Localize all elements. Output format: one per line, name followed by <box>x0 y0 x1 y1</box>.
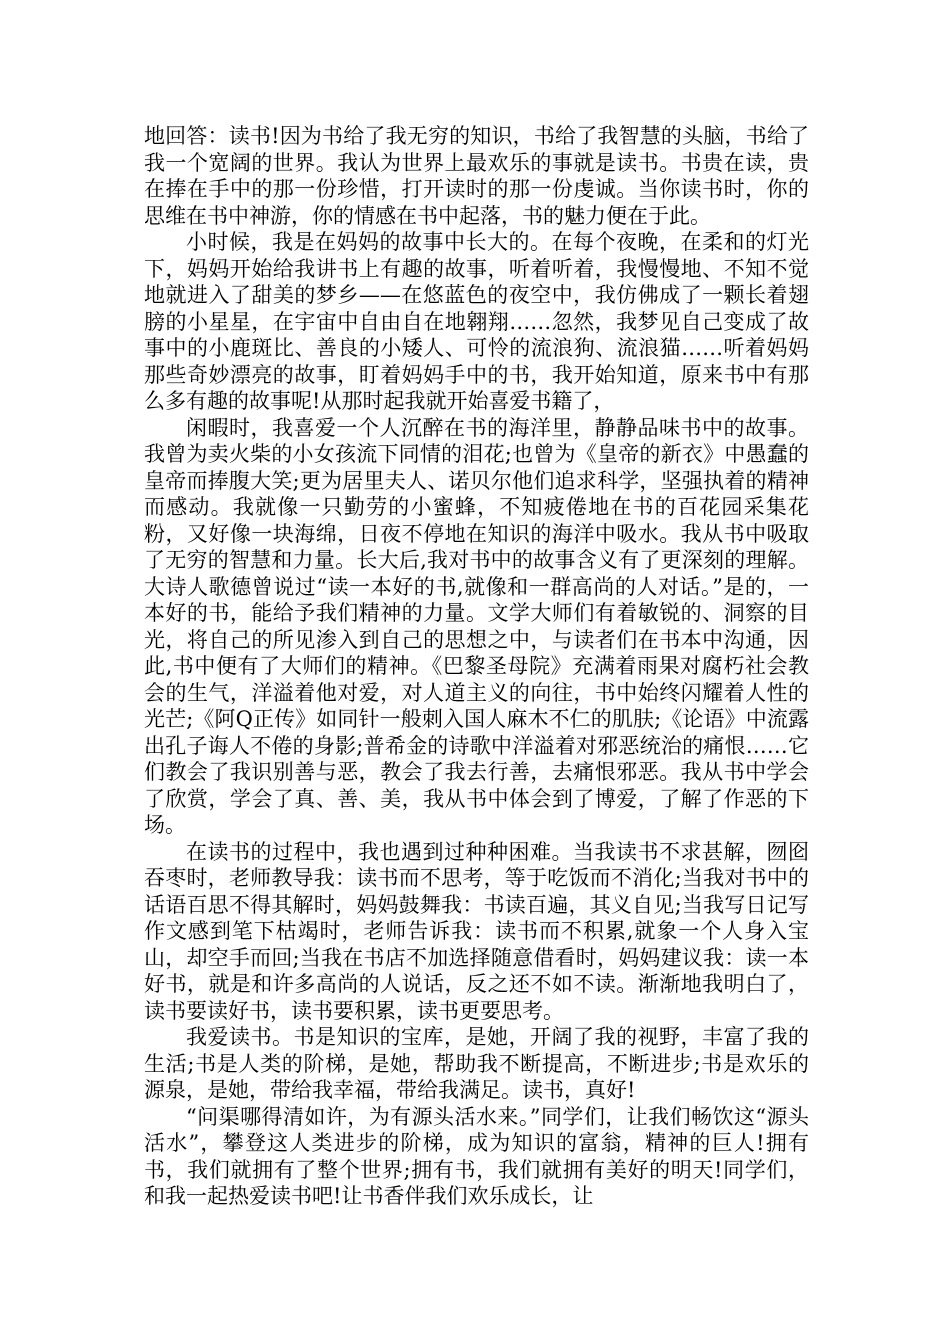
paragraph-4: 在读书的过程中，我也遇到过种种困难。当我读书不求甚解，囫囵吞枣时，老师教导我：读书而不思考，等于吃饭而不消化;当我对书中的话语百思不得其解时，妈妈鼓舞我：书读百遍，其义自见;当我写日记写作文感到笔下枯竭时，老师告诉我：读书而不积累,就象一个人身入宝山，却空手而回;当我在书店不加选择随意借看时，妈妈建议我：读一本好书，就是和许多高尚的人说话，反之还不如不读。渐渐地我明白了，读书要读好书，读书要积累，读书更要思考。 <box>144 839 809 1023</box>
paragraph-3: 闲暇时，我喜爱一个人沉醉在书的海洋里，静静品味书中的故事。我曾为卖火柴的小女孩流下同情的泪花;也曾为《皇帝的新衣》中愚蠢的皇帝而捧腹大笑;更为居里夫人、诺贝尔他们追求科学，坚强执着的精神而感动。我就像一只勤劳的小蜜蜂，不知疲倦地在书的百花园采集花粉，又好像一块海绵，日夜不停地在知识的海洋中吸水。我从书中吸取了无穷的智慧和力量。长大后,我对书中的故事含义有了更深刻的理解。大诗人歌德曾说过“读一本好的书,就像和一群高尚的人对话。”是的，一本好的书，能给予我们精神的力量。文学大师们有着敏锐的、洞察的目光，将自己的所见渗入到自己的思想之中，与读者们在书本中沟通，因此,书中便有了大师们的精神。《巴黎圣母院》充满着雨果对腐朽社会教会的生气，洋溢着他对爱，对人道主义的向往，书中始终闪耀着人性的光芒;《阿Q正传》如同针一般刺入国人麻木不仁的肌肤;《论语》中流露出孔子诲人不倦的身影;普希金的诗歌中洋溢着对邪恶统治的痛恨……它们教会了我识别善与恶，教会了我去行善，去痛恨邪恶。我从书中学会了欣赏，学会了真、善、美，我从书中体会到了博爱，了解了作恶的下场。 <box>144 415 809 837</box>
paragraph-5: 我爱读书。书是知识的宝库，是她，开阔了我的视野，丰富了我的生活;书是人类的阶梯，是她，帮助我不断提高，不断进步;书是欢乐的源泉，是她，带给我幸福，带给我满足。读书，真好! <box>144 1025 809 1102</box>
paragraph-6: “问渠哪得清如许，为有源头活水来。”同学们，让我们畅饮这“源头活水”，攀登这人类进步的阶梯，成为知识的富翁，精神的巨人!拥有书，我们就拥有了整个世界;拥有书，我们就拥有美好的明天!同学们，和我一起热爱读书吧!让书香伴我们欢乐成长，让 <box>144 1104 809 1208</box>
document-page <box>144 123 809 1210</box>
paragraph-1: 地回答：读书!因为书给了我无穷的知识，书给了我智慧的头脑，书给了我一个宽阔的世界。我认为世界上最欢乐的事就是读书。书贵在读，贵在捧在手中的那一份珍惜，打开读时的那一份虔诚。当你读书时，你的思维在书中神游，你的情感在书中起落，书的魅力便在于此。 <box>144 124 809 228</box>
paragraph-2: 小时候，我是在妈妈的故事中长大的。在每个夜晚，在柔和的灯光下，妈妈开始给我讲书上有趣的故事，听着听着，我慢慢地、不知不觉地就进入了甜美的梦乡——在悠蓝色的夜空中，我仿佛成了一颗长着翅膀的小星星，在宇宙中自由自在地翱翔……忽然，我梦见自己变成了故事中的小鹿斑比、善良的小矮人、可怜的流浪狗、流浪猫……听着妈妈那些奇妙漂亮的故事，盯着妈妈手中的书，我开始知道，原来书中有那么多有趣的故事呢!从那时起我就开始喜爱书籍了， <box>144 230 809 413</box>
